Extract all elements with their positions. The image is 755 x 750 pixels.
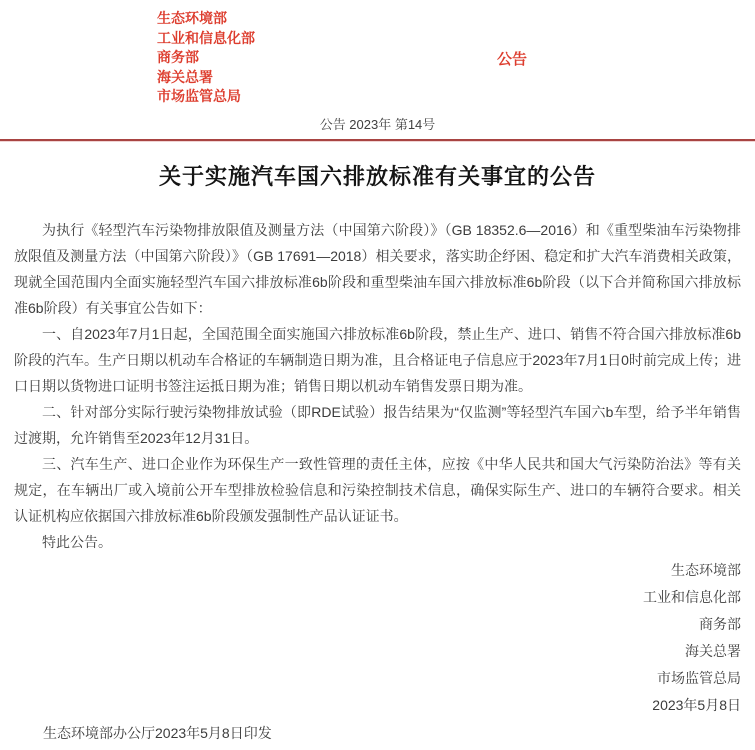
doc-number: 公告 2023年 第14号: [319, 116, 436, 132]
footer-note: 生态环境部办公厅2023年5月8日印发: [43, 724, 272, 741]
issuer-item: 商务部: [157, 49, 199, 66]
announcement-label: 公告: [497, 51, 528, 68]
issuer-item: 生态环境部: [157, 10, 227, 26]
issuer-list: [157, 0, 755, 107]
paragraph-intro: 为执行《轻型汽车污染物排放限值及测量方法（中国第六阶段）》（GB 18352.6—2016）和《重型柴油车污染物排放限值及测量方法（中国第六阶段）》（GB 17691—2018）相关要求，落实助企纾困、稳定和扩大汽车消费相关政策，现就全国范围内全面实施轻型汽车国六排放标准6b阶段和重型柴油车国六排放标准6b阶段（以下合并简称国六排放标准6b阶段）有关事宜公告如下：: [14, 221, 741, 316]
paragraph-item-3: 三、汽车生产、进口企业作为环保生产一致性管理的责任主体，应按《中华人民共和国大气污染防治法》等有关规定，在车辆出厂或入境前公开车型排放检验信息和污染控制技术信息，确保实际生产、进口的车辆符合要求。相关认证机构应依据国六排放标准6b阶段颁发强制性产品认证证书。: [14, 455, 741, 524]
document-body: [0, 217, 755, 555]
document-header: [0, 0, 755, 141]
signer-item: 市场监管总局: [657, 669, 741, 686]
paragraph-closing: 特此公告。: [42, 533, 112, 550]
signature-block: [0, 557, 755, 719]
signer-item: 商务部: [699, 615, 741, 632]
signer-item: 工业和信息化部: [643, 588, 741, 605]
signature-date: 2023年5月8日: [652, 696, 741, 713]
page-title: 关于实施汽车国六排放标准有关事宜的公告: [158, 163, 596, 189]
paragraph-item-2: 二、针对部分实际行驶污染物排放试验（即RDE试验）报告结果为“仅监测”等轻型汽车国六b车型，给予半年销售过渡期，允许销售至2023年12月31日。: [14, 403, 741, 446]
issuer-item: 海关总署: [157, 68, 213, 85]
paragraph-item-1: 一、自2023年7月1日起，全国范围全面实施国六排放标准6b阶段，禁止生产、进口、销售不符合国六排放标准6b阶段的汽车。生产日期以机动车合格证的车辆制造日期为准，且合格证电子信息应于2023年7月1日0时前完成上传；进口日期以货物进口证明书签注运抵日期为准；销售日期以机动车销售发票日期为准。: [14, 325, 741, 394]
issuer-item: 工业和信息化部: [157, 29, 255, 46]
signer-item: 海关总署: [685, 642, 741, 659]
signer-item: 生态环境部: [671, 561, 741, 578]
issuer-item: 市场监管总局: [157, 88, 241, 105]
